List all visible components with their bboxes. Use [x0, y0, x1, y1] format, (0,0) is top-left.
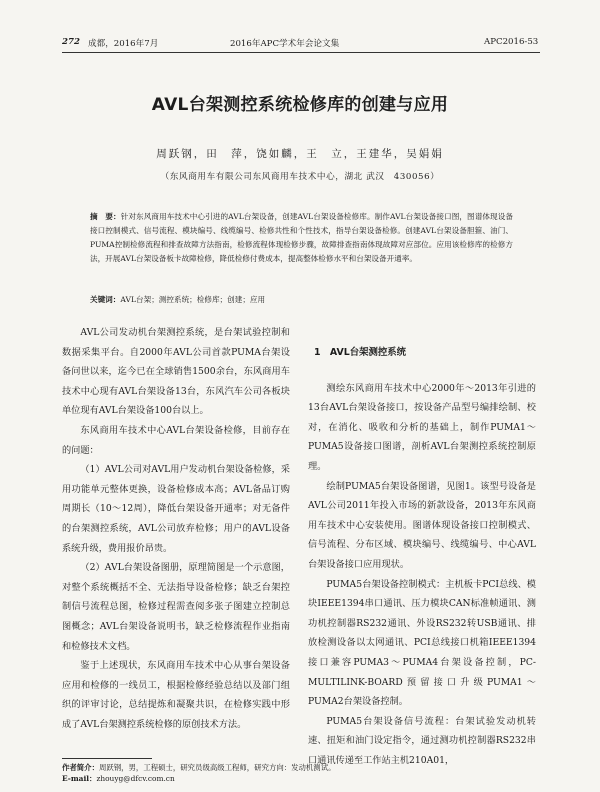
keywords: [90, 293, 513, 307]
email-label: E-mail：: [62, 774, 97, 783]
header-rule: [62, 52, 540, 53]
abstract: [90, 210, 513, 266]
footnote: [62, 762, 540, 784]
paragraph: 鉴于上述现状，东风商用车技术中心从事台架设备应用和检修的一线员工，根据检修经验总结以及部门组织的评审讨论，总结提炼和凝聚共识，在检修实践中形成了AVL台架测控系统检修的原创技术方法。: [62, 660, 290, 730]
keywords-text: AVL台架；测控系统；检修库；创建；应用: [120, 295, 266, 304]
header-city-date: 成都，2016年7月: [88, 39, 159, 49]
page-number: 272: [62, 37, 80, 47]
author-bio: 周跃钢，男，工程硕士，研究员级高级工程师，研究方向：发动机测试。: [98, 763, 336, 772]
section-heading: 1 AVL台架测控系统: [314, 347, 406, 358]
abstract-label: 摘 要：: [90, 212, 121, 221]
email-address: zhouyg@dfcv.com.cn: [96, 774, 175, 783]
paragraph: （1）AVL公司对AVL用户发动机台架设备检修，采用功能单元整体更换，设备检修成本高；AVL备品订购周期长（10～12周），降低台架设备开通率；对无备件的台架测控系统，AVL公司放弃检修；用户的AVL设备系统升级，费用报价昂贵。: [62, 464, 290, 554]
left-column: [62, 323, 290, 734]
running-header: [62, 37, 540, 51]
author-list: 周跃钢，田 萍，饶如麟，王 立，王建华，吴娟娟: [156, 148, 444, 160]
abstract-text: 针对东风商用车技术中心引进的AVL台架设备，创建AVL台架设备检修库。制作AVL台架设备接口图，图谱体现设备接口控制模式、信号流程、模块编号、线缆编号、检修共性和个性技术，指导台架设备检修。创建AVL台架设备胆箍、油门、PUMA控制检修流程和排查故障方法指南，检修流程体现检修步骤，故障排查指南体现故障对应部位。应用该检修库的检修方法，开展AVL台架设备板卡故障检修，降低检修付费成本，提高整体检修水平和台架设备开通率。: [90, 212, 513, 264]
author-bio-label: 作者简介：: [62, 763, 99, 772]
paragraph: 测绘东风商用车技术中心2000年～2013年引进的13台AVL台架设备接口，按设备产品型号编排绘制、校对，在消化、吸收和分析的基础上，制作PUMA1～PUMA5设备接口图谱，剖析AVL台架测控系统控制原理。: [308, 382, 536, 472]
paragraph: 绘制PUMA5台架设备图谱，见图1。该型号设备是AVL公司2011年投入市场的新款设备，2013年东风商用车技术中心安装使用。图谱体现设备接口控制模式、信号流程、分布区域、模块编号、线缆编号、中心AVL台架设备接口应用现状。: [308, 480, 536, 570]
right-column: [308, 323, 536, 770]
paragraph: AVL公司发动机台架测控系统，是台架试验控制和数据采集平台。自2000年AVL公司首款PUMA台架设备问世以来，迄今已在全球销售1500余台，东风商用车技术中心现有AVL台架设备13台，东风汽车公司各板块单位现有AVL台架设备100台以上。: [62, 327, 290, 417]
paragraph: PUMA5台架设备控制模式：主机板卡PCI总线、模块IEEE1394串口通讯、压力模块CAN标准帧通讯、测功机控制器RS232通讯、外设RS232转USB通讯、排放检测设备以太网通讯、PCI总线接口机箱IEEE1394接口兼容PUMA3～PUMA4台架设备控制，PC-MULTILINK-BOARD预留接口升级PUMA1～PUMA2台架设备控制。: [308, 578, 536, 708]
header-paper-code: APC2016-53: [484, 37, 539, 47]
paragraph: 东风商用车技术中心AVL台架设备检修，目前存在的问题：: [62, 424, 290, 456]
header-proceedings: 2016年APC学术年会论文集: [230, 39, 340, 49]
footnote-rule: [62, 758, 152, 759]
paper-title: AVL台架测控系统检修库的创建与应用: [151, 95, 449, 115]
affiliation: （东风商用车有限公司东风商用车技术中心，湖北 武汉 430056）: [160, 172, 440, 182]
keywords-label: 关键词：: [90, 295, 121, 304]
paragraph: （2）AVL台架设备图册，原理简图是一个示意图，对整个系统概括不全、无法指导设备检修；缺乏台架控制信号流程总图，检修过程需查阅多张子图建立控制总图概念；AVL台架设备说明书，缺乏检修流程作业指南和检修技术文档。: [62, 562, 290, 652]
paragraph: PUMA5台架设备信号流程：台架试验发动机转速、扭矩和油门设定指令，通过测功机控制器RS232串口通讯传递至工作站主机210A01，: [308, 715, 536, 766]
